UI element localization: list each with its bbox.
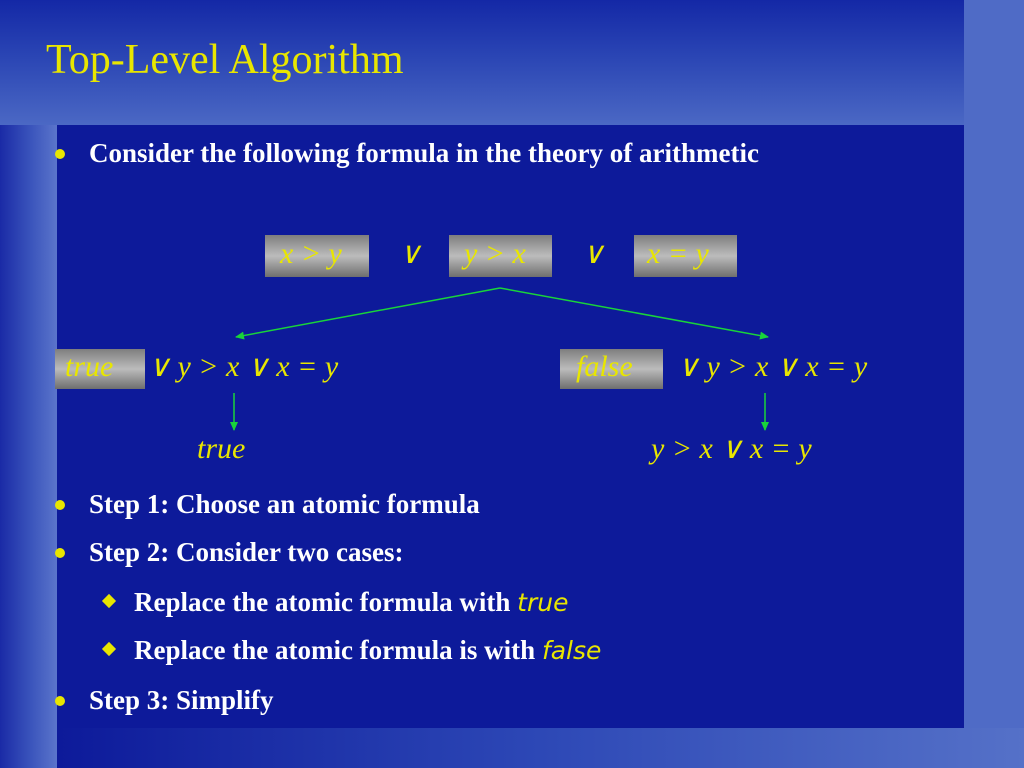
substep-false <box>134 635 601 666</box>
step-3-text: Step 3: Simplify <box>89 685 274 715</box>
bullet-dot-icon <box>55 696 65 706</box>
substep-true-prefix: Replace the atomic formula with <box>134 587 518 617</box>
left-replaced-value: true <box>65 350 114 383</box>
substep-false-prefix: Replace the atomic formula is with <box>134 635 542 665</box>
formula-atom2: y > x <box>464 237 526 270</box>
step-2 <box>89 537 403 568</box>
right-result: y > x ∨ x = y <box>651 432 812 465</box>
substep-true <box>134 587 568 618</box>
substep-false-value: false <box>541 636 602 665</box>
step-1-text: Step 1: Choose an atomic formula <box>89 489 480 519</box>
formula-or-2: ∨ <box>582 237 604 270</box>
step-3 <box>89 685 274 716</box>
left-rest-formula: ∨ y > x ∨ x = y <box>148 350 339 383</box>
bullet-dot-icon <box>55 548 65 558</box>
step-2-text: Step 2: Consider two cases: <box>89 537 404 567</box>
arrow-to-true-case <box>236 288 500 337</box>
formula-atom1: x > y <box>280 237 342 270</box>
substep-true-value: true <box>517 588 569 617</box>
intro-text: Consider the following formula in the theory of arithmetic <box>89 138 759 168</box>
formula-or-1: ∨ <box>399 237 421 270</box>
slide-title: Top-Level Algorithm <box>46 37 404 83</box>
arrow-to-false-case <box>500 288 768 337</box>
right-rest-formula: ∨ y > x ∨ x = y <box>677 350 868 383</box>
left-result: true <box>197 432 246 465</box>
step-1 <box>89 489 480 520</box>
bullet-dot-icon <box>55 500 65 510</box>
formula-atom3: x = y <box>647 237 709 270</box>
right-replaced-value: false <box>576 350 633 383</box>
